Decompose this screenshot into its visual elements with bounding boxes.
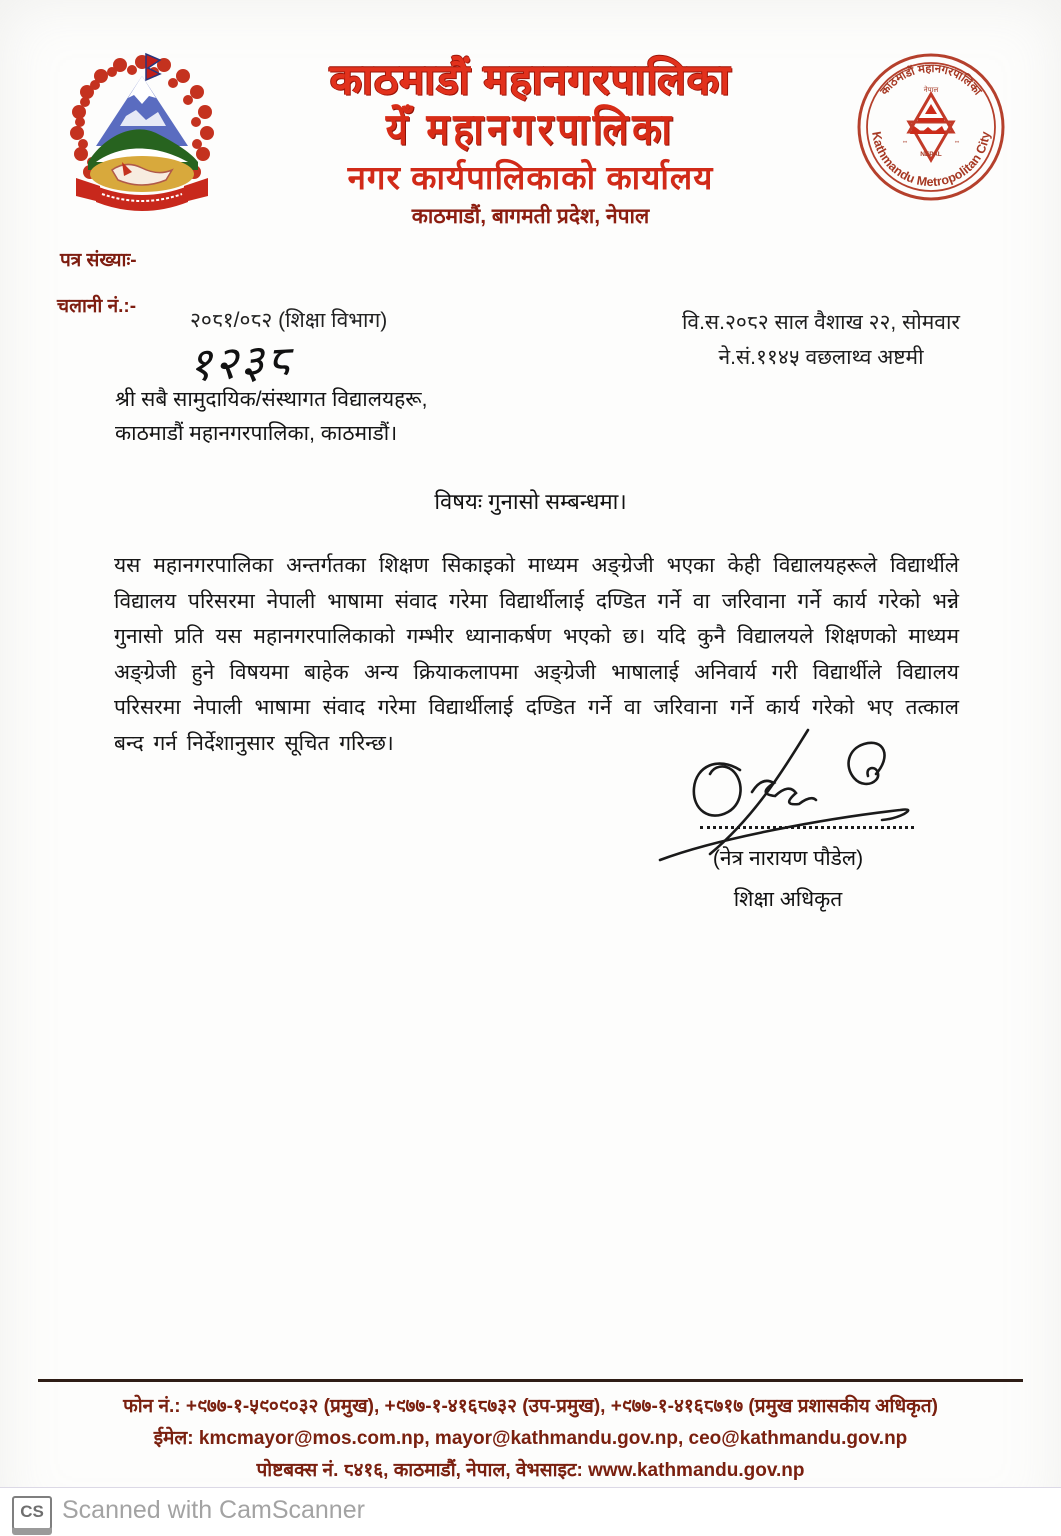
- subject-line: विषयः गुनासो सम्बन्धमा।: [434, 489, 627, 514]
- office-title: नगर कार्यपालिकाको कार्यालय: [347, 158, 714, 196]
- letter-number-label: पत्र संख्याः-: [60, 250, 137, 271]
- addressee-line2: काठमाडौं महानगरपालिका, काठमाडौं।: [115, 421, 398, 445]
- footer-email-label: ईमेल:: [153, 1428, 194, 1449]
- footer-phone-line: फोन नं.: +९७७-१-५९०९०३२ (प्रमुख), +९७७-१-४१६८७३२ (उप-प्रमुख), +९७७-१-४१६८७१७ (प्रमुख प्रशासकीय अधिकृत): [123, 1396, 938, 1417]
- footer-postbox: पोष्टबक्स नं. ८४१६, काठमाडौं, नेपाल, वेभसाइट:: [256, 1460, 589, 1481]
- camscanner-watermark-text: Scanned with CamScanner: [62, 1496, 365, 1524]
- seal-bottom-text: Kathmandu Metropolitan City: [869, 130, 993, 190]
- signature-dotted-line: [700, 806, 914, 829]
- svg-text:॰॰: ॰॰: [902, 140, 908, 146]
- camscanner-bar: [0, 1487, 1061, 1536]
- svg-text:॰॰: ॰॰: [954, 140, 960, 146]
- dispatch-number-label: चलानी नं.:-: [57, 296, 137, 317]
- footer-rule: [38, 1379, 1023, 1382]
- seal-top-text: काठमाडौं महानगरपालिका: [878, 62, 984, 98]
- seal-small-top-text: नेपाल: [923, 87, 939, 94]
- handwritten-dispatch-number: १२३८: [186, 332, 294, 392]
- org-title: काठमाडौं महानगरपालिका: [329, 56, 732, 103]
- signatory-title: शिक्षा अधिकृत: [733, 888, 843, 911]
- seal-nepal-text: NEPAL: [920, 151, 942, 158]
- date-bs: वि.स.२०८२ साल वैशाख २२, सोमवार: [681, 311, 960, 334]
- footer-emails: kmcmayor@mos.com.np, mayor@kathmandu.gov.np, ceo@kathmandu.gov.np: [198, 1428, 908, 1449]
- office-address: काठमाडौं, बागमती प्रदेश, नेपाल: [411, 204, 650, 228]
- kmc-seal-icon: [856, 52, 1006, 202]
- date-block: [626, 306, 1016, 375]
- signatory-name: (नेत्र नारायण पौडेल): [712, 847, 864, 870]
- addressee-block: [115, 383, 427, 450]
- footer: [0, 1386, 1061, 1482]
- fiscal-year-department: २०८१/०८२ (शिक्षा विभाग): [190, 309, 388, 332]
- footer-website-link[interactable]: www.kathmandu.gov.np: [588, 1460, 805, 1481]
- body-paragraph: यस महानगरपालिका अन्तर्गतका शिक्षण सिकाइको माध्यम अङ्ग्रेजी भएका केही विद्यालयहरूले विद्यार्थीले विद्यालय परिसरमा नेपाली भाषामा संवाद गरेमा विद्यार्थीलाई दण्डित गर्ने वा जरिवाना गर्ने कार्य गरेको भन्ने गुनासो प्रति यस महानगरपालिकाको गम्भीर ध्यानाकर्षण भएको छ। यदि कुनै विद्यालयले शिक्षणको माध्यम अङ्ग्रेजी हुने विषयमा बाहेक अन्य क्रियाकलापमा अङ्ग्रेजी भाषालाई अनिवार्य गरी विद्यार्थीले विद्यालय परिसरमा नेपाली भाषामा संवाद गरेमा विद्यार्थीलाई दण्डित गर्ने वा जरिवाना गर्ने कार्य गरेको भए तत्काल बन्द गर्न निर्देशानुसार सूचित गरिन्छ।: [114, 554, 959, 755]
- date-ns: ने.सं.११४५ वछलाथ्व अष्टमी: [718, 345, 924, 369]
- camscanner-logo-icon: CS: [12, 1496, 52, 1530]
- addressee-line1: श्री सबै सामुदायिक/संस्थागत विद्यालयहरू,: [115, 388, 428, 411]
- org-title-newari-script: येँ महानगरपालिका: [385, 105, 676, 155]
